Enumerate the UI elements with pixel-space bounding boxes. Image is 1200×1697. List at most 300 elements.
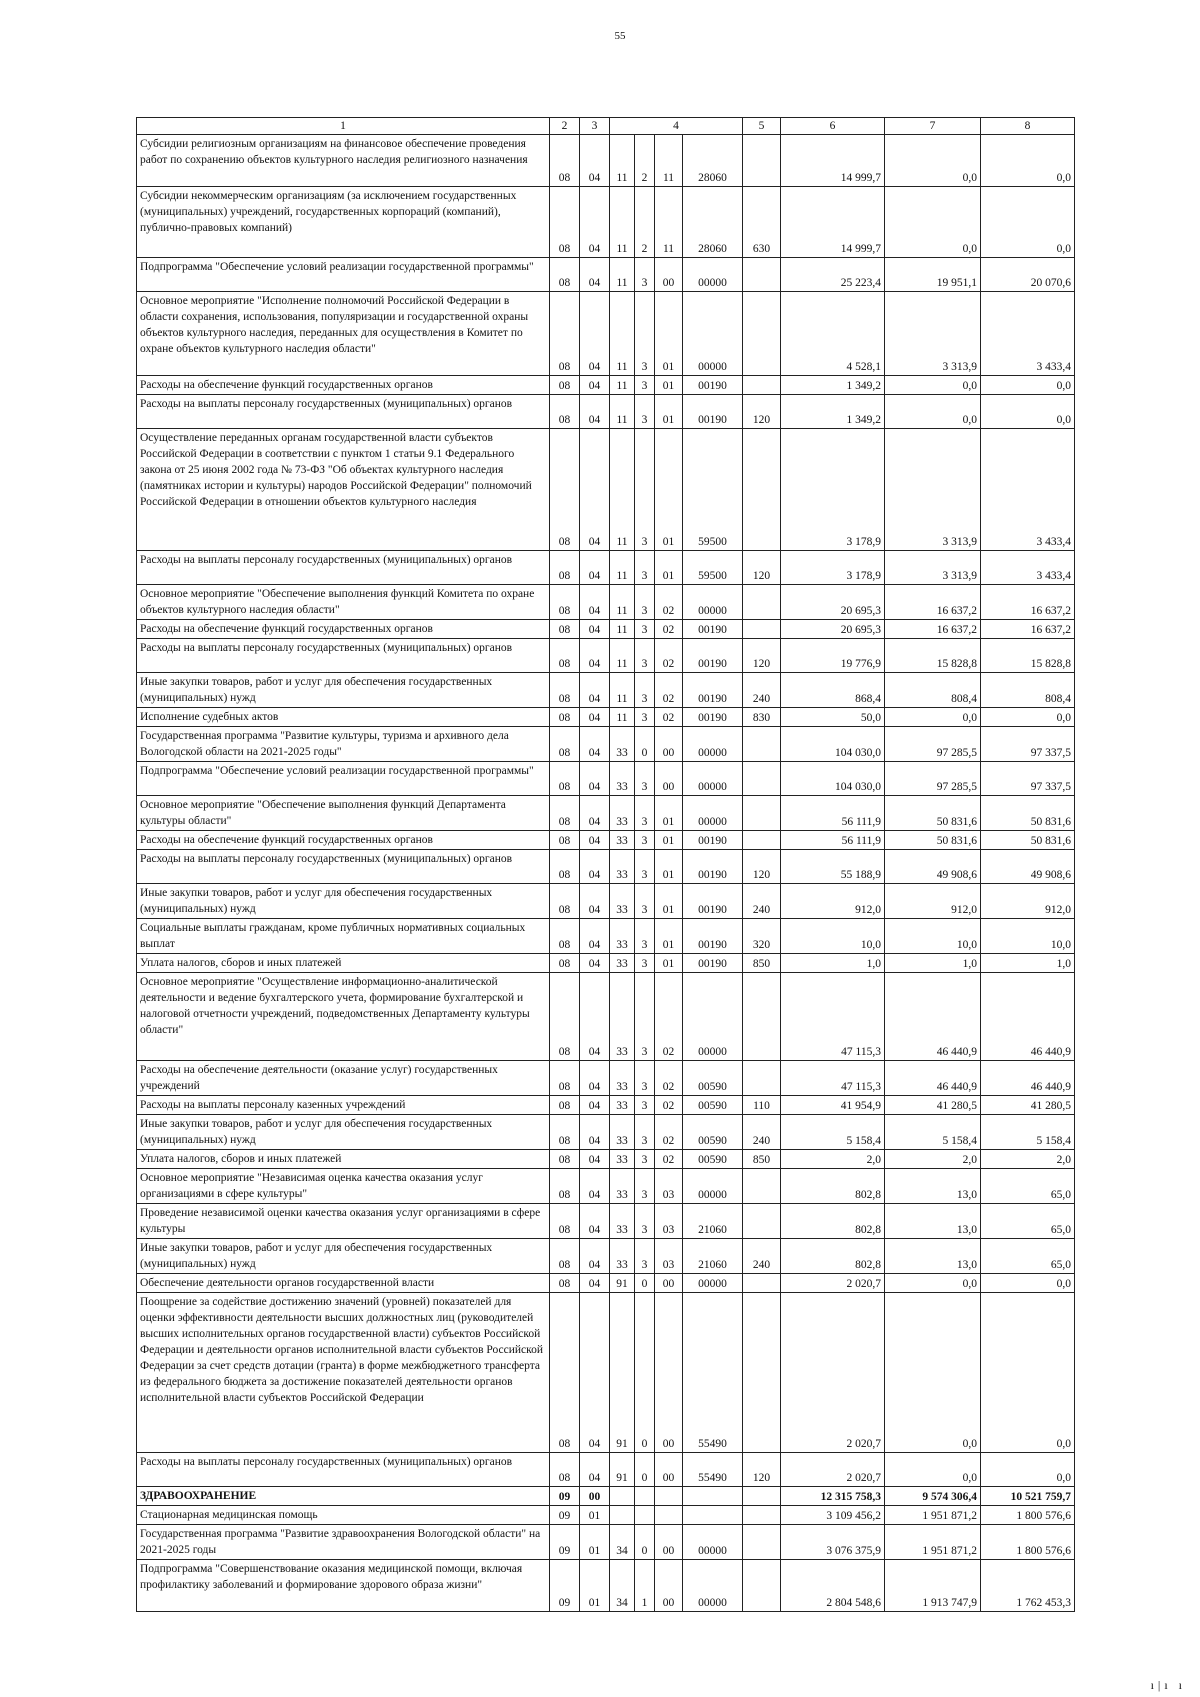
expense-type-code: 850 <box>743 954 781 973</box>
target-code-event: 00 <box>655 1525 683 1560</box>
table-row <box>137 639 1075 673</box>
table-row <box>137 831 1075 850</box>
amount-col-6: 1 349,2 <box>781 395 885 429</box>
target-code-program <box>610 1487 635 1506</box>
target-code-subprogram: 3 <box>635 673 655 708</box>
target-code-direction: 00000 <box>683 727 743 762</box>
row-name: Субсидии некоммерческим организациям (за исключением государственных (муниципальных) учреждений, государственных корпораций (компаний), публично-правовых компаний) <box>137 187 550 258</box>
section-code: 08 <box>550 1061 580 1096</box>
table-row <box>137 973 1075 1061</box>
target-code-event <box>655 1506 683 1525</box>
target-code-program: 34 <box>610 1560 635 1612</box>
subsection-code: 04 <box>580 1453 610 1487</box>
amount-col-8: 808,4 <box>981 673 1075 708</box>
target-code-direction: 00590 <box>683 1061 743 1096</box>
target-code-subprogram <box>635 1506 655 1525</box>
expense-type-code <box>743 1274 781 1293</box>
subsection-code: 04 <box>580 395 610 429</box>
target-code-program: 11 <box>610 639 635 673</box>
table-row <box>137 1293 1075 1453</box>
expense-type-code: 240 <box>743 1239 781 1274</box>
target-code-subprogram: 3 <box>635 850 655 884</box>
subsection-code: 04 <box>580 1204 610 1239</box>
amount-col-8: 65,0 <box>981 1239 1075 1274</box>
table-row <box>137 1150 1075 1169</box>
amount-col-6: 3 178,9 <box>781 551 885 585</box>
amount-col-7: 0,0 <box>885 1453 981 1487</box>
table-row <box>137 1096 1075 1115</box>
amount-col-8: 1 800 576,6 <box>981 1506 1075 1525</box>
amount-col-8: 0,0 <box>981 135 1075 187</box>
amount-col-7: 97 285,5 <box>885 727 981 762</box>
target-code-direction: 28060 <box>683 187 743 258</box>
target-code-event: 00 <box>655 1274 683 1293</box>
table-row <box>137 1061 1075 1096</box>
amount-col-6: 802,8 <box>781 1169 885 1204</box>
row-name: Основное мероприятие "Обеспечение выполнения функций Департамента культуры области" <box>137 796 550 831</box>
target-code-event <box>655 1487 683 1506</box>
target-code-direction: 00190 <box>683 376 743 395</box>
target-code-subprogram: 3 <box>635 831 655 850</box>
amount-col-6: 4 528,1 <box>781 292 885 376</box>
amount-col-7: 5 158,4 <box>885 1115 981 1150</box>
target-code-subprogram: 3 <box>635 1204 655 1239</box>
amount-col-6: 56 111,9 <box>781 831 885 850</box>
amount-col-8: 0,0 <box>981 1274 1075 1293</box>
amount-col-6: 3 178,9 <box>781 429 885 551</box>
amount-col-7: 46 440,9 <box>885 1061 981 1096</box>
table-row <box>137 708 1075 727</box>
expense-type-code: 830 <box>743 708 781 727</box>
header-col-8: 8 <box>981 118 1075 135</box>
table-row <box>137 919 1075 954</box>
expense-type-code <box>743 585 781 620</box>
target-code-event: 00 <box>655 1453 683 1487</box>
target-code-program: 33 <box>610 954 635 973</box>
amount-col-7: 1 951 871,2 <box>885 1525 981 1560</box>
amount-col-7: 9 574 306,4 <box>885 1487 981 1506</box>
section-code: 09 <box>550 1487 580 1506</box>
expense-type-code <box>743 1204 781 1239</box>
table-row <box>137 585 1075 620</box>
subsection-code: 04 <box>580 727 610 762</box>
table-row <box>137 258 1075 292</box>
budget-table <box>136 117 1075 1612</box>
row-name: Проведение независимой оценки качества оказания услуг организациями в сфере культуры <box>137 1204 550 1239</box>
amount-col-8: 0,0 <box>981 187 1075 258</box>
target-code-subprogram: 0 <box>635 727 655 762</box>
target-code-program: 33 <box>610 762 635 796</box>
amount-col-6: 50,0 <box>781 708 885 727</box>
target-code-subprogram: 3 <box>635 1150 655 1169</box>
row-name: Подпрограмма "Совершенствование оказания медицинской помощи, включая профилактику заболеваний и формирование здорового образа жизни" <box>137 1560 550 1612</box>
amount-col-8: 16 637,2 <box>981 620 1075 639</box>
row-name: Подпрограмма "Обеспечение условий реализации государственной программы" <box>137 762 550 796</box>
subsection-code: 04 <box>580 1274 610 1293</box>
subsection-code: 04 <box>580 1150 610 1169</box>
amount-col-7: 2,0 <box>885 1150 981 1169</box>
target-code-direction: 00190 <box>683 673 743 708</box>
target-code-program: 91 <box>610 1293 635 1453</box>
subsection-code: 04 <box>580 1061 610 1096</box>
table-row <box>137 1239 1075 1274</box>
table-row <box>137 796 1075 831</box>
section-code: 08 <box>550 708 580 727</box>
table-row <box>137 551 1075 585</box>
amount-col-7: 50 831,6 <box>885 831 981 850</box>
target-code-event: 02 <box>655 585 683 620</box>
target-code-program: 11 <box>610 376 635 395</box>
target-code-subprogram: 0 <box>635 1274 655 1293</box>
section-code: 08 <box>550 1239 580 1274</box>
row-name: Расходы на выплаты персоналу государственных (муниципальных) органов <box>137 639 550 673</box>
table-row <box>137 135 1075 187</box>
amount-col-8: 0,0 <box>981 376 1075 395</box>
table-body <box>137 118 1075 1612</box>
section-code: 08 <box>550 1150 580 1169</box>
target-code-event: 01 <box>655 850 683 884</box>
header-col-2: 2 <box>550 118 580 135</box>
amount-col-6: 104 030,0 <box>781 727 885 762</box>
expense-type-code: 240 <box>743 673 781 708</box>
amount-col-8: 46 440,9 <box>981 973 1075 1061</box>
amount-col-8: 10 521 759,7 <box>981 1487 1075 1506</box>
section-code: 08 <box>550 187 580 258</box>
subsection-code: 00 <box>580 1487 610 1506</box>
target-code-event: 03 <box>655 1239 683 1274</box>
target-code-event: 00 <box>655 1293 683 1453</box>
amount-col-6: 2,0 <box>781 1150 885 1169</box>
header-col-3: 3 <box>580 118 610 135</box>
row-name: Расходы на выплаты персоналу государственных (муниципальных) органов <box>137 395 550 429</box>
expense-type-code <box>743 135 781 187</box>
target-code-event: 01 <box>655 292 683 376</box>
expense-type-code: 320 <box>743 919 781 954</box>
expense-type-code <box>743 1506 781 1525</box>
amount-col-7: 1 951 871,2 <box>885 1506 981 1525</box>
target-code-program: 11 <box>610 135 635 187</box>
target-code-subprogram: 3 <box>635 585 655 620</box>
amount-col-6: 2 020,7 <box>781 1274 885 1293</box>
subsection-code: 04 <box>580 796 610 831</box>
section-code: 08 <box>550 135 580 187</box>
expense-type-code <box>743 831 781 850</box>
table-row <box>137 954 1075 973</box>
subsection-code: 04 <box>580 762 610 796</box>
target-code-direction: 00190 <box>683 395 743 429</box>
target-code-direction: 21060 <box>683 1204 743 1239</box>
amount-col-8: 3 433,4 <box>981 429 1075 551</box>
amount-col-8: 46 440,9 <box>981 1061 1075 1096</box>
row-name: Основное мероприятие "Исполнение полномочий Российской Федерации в области сохранения, использования, популяризации и государственной охраны объектов культурного наследия, переданных для осуществления в Комитет по охране объектов культурного наследия области" <box>137 292 550 376</box>
section-code: 08 <box>550 620 580 639</box>
amount-col-8: 3 433,4 <box>981 292 1075 376</box>
target-code-direction: 00190 <box>683 708 743 727</box>
target-code-event: 01 <box>655 954 683 973</box>
target-code-direction: 59500 <box>683 551 743 585</box>
table-row <box>137 187 1075 258</box>
table-row <box>137 1525 1075 1560</box>
expense-type-code: 240 <box>743 884 781 919</box>
amount-col-6: 104 030,0 <box>781 762 885 796</box>
table-row <box>137 727 1075 762</box>
row-name: Расходы на выплаты персоналу государственных (муниципальных) органов <box>137 1453 550 1487</box>
section-code: 08 <box>550 551 580 585</box>
row-name: Обеспечение деятельности органов государственной власти <box>137 1274 550 1293</box>
target-code-direction: 00000 <box>683 1169 743 1204</box>
target-code-event: 02 <box>655 1096 683 1115</box>
target-code-direction: 59500 <box>683 429 743 551</box>
target-code-program: 33 <box>610 831 635 850</box>
expense-type-code <box>743 1487 781 1506</box>
section-code: 08 <box>550 1293 580 1453</box>
expense-type-code <box>743 1525 781 1560</box>
amount-col-8: 1,0 <box>981 954 1075 973</box>
table-row <box>137 376 1075 395</box>
target-code-subprogram: 3 <box>635 551 655 585</box>
amount-col-7: 97 285,5 <box>885 762 981 796</box>
expense-type-code <box>743 258 781 292</box>
target-code-event: 01 <box>655 551 683 585</box>
amount-col-8: 97 337,5 <box>981 727 1075 762</box>
section-code: 08 <box>550 1274 580 1293</box>
target-code-direction: 00000 <box>683 973 743 1061</box>
header-col-4: 4 <box>610 118 743 135</box>
section-code: 08 <box>550 831 580 850</box>
expense-type-code <box>743 762 781 796</box>
amount-col-8: 41 280,5 <box>981 1096 1075 1115</box>
row-name: Основное мероприятие "Осуществление информационно-аналитической деятельности и ведение бухгалтерского учета, формирование бухгалтерской и налоговой отчетности учреждений, подведомственных Департаменту культуры области" <box>137 973 550 1061</box>
row-name: Уплата налогов, сборов и иных платежей <box>137 1150 550 1169</box>
subsection-code: 04 <box>580 585 610 620</box>
row-name: Расходы на обеспечение функций государственных органов <box>137 620 550 639</box>
section-code: 08 <box>550 395 580 429</box>
target-code-program: 33 <box>610 727 635 762</box>
expense-type-code <box>743 973 781 1061</box>
target-code-event: 02 <box>655 673 683 708</box>
table-row <box>137 429 1075 551</box>
subsection-code: 04 <box>580 673 610 708</box>
amount-col-7: 3 313,9 <box>885 429 981 551</box>
subsection-code: 04 <box>580 954 610 973</box>
expense-type-code: 850 <box>743 1150 781 1169</box>
amount-col-6: 19 776,9 <box>781 639 885 673</box>
expense-type-code: 120 <box>743 639 781 673</box>
amount-col-6: 20 695,3 <box>781 620 885 639</box>
target-code-event: 03 <box>655 1169 683 1204</box>
target-code-direction: 00000 <box>683 1274 743 1293</box>
page-number: 55 <box>614 30 626 42</box>
expense-type-code <box>743 796 781 831</box>
amount-col-6: 2 020,7 <box>781 1453 885 1487</box>
subsection-code: 04 <box>580 708 610 727</box>
subsection-code: 04 <box>580 1096 610 1115</box>
section-code: 08 <box>550 585 580 620</box>
table-row <box>137 1115 1075 1150</box>
amount-col-6: 912,0 <box>781 884 885 919</box>
amount-col-7: 0,0 <box>885 1274 981 1293</box>
row-name: Расходы на обеспечение функций государственных органов <box>137 376 550 395</box>
expense-type-code <box>743 429 781 551</box>
target-code-program: 33 <box>610 1169 635 1204</box>
target-code-program: 11 <box>610 673 635 708</box>
subsection-code: 04 <box>580 135 610 187</box>
target-code-event: 01 <box>655 796 683 831</box>
target-code-subprogram: 2 <box>635 187 655 258</box>
target-code-direction: 00190 <box>683 884 743 919</box>
target-code-direction: 00000 <box>683 585 743 620</box>
amount-col-6: 55 188,9 <box>781 850 885 884</box>
target-code-subprogram: 3 <box>635 796 655 831</box>
subsection-code: 01 <box>580 1560 610 1612</box>
target-code-program: 33 <box>610 1096 635 1115</box>
table-row <box>137 1487 1075 1506</box>
target-code-direction: 00000 <box>683 1560 743 1612</box>
row-name: Подпрограмма "Обеспечение условий реализации государственной программы" <box>137 258 550 292</box>
amount-col-6: 56 111,9 <box>781 796 885 831</box>
target-code-direction: 00000 <box>683 258 743 292</box>
row-name: Основное мероприятие "Обеспечение выполнения функций Комитета по охране объектов культурного наследия области" <box>137 585 550 620</box>
row-name: Иные закупки товаров, работ и услуг для обеспечения государственных (муниципальных) нужд <box>137 884 550 919</box>
expense-type-code: 240 <box>743 1115 781 1150</box>
amount-col-6: 25 223,4 <box>781 258 885 292</box>
amount-col-7: 10,0 <box>885 919 981 954</box>
amount-col-8: 65,0 <box>981 1204 1075 1239</box>
table-row <box>137 762 1075 796</box>
section-code: 08 <box>550 973 580 1061</box>
target-code-subprogram: 3 <box>635 1115 655 1150</box>
amount-col-8: 97 337,5 <box>981 762 1075 796</box>
header-col-5: 5 <box>743 118 781 135</box>
target-code-direction: 00590 <box>683 1096 743 1115</box>
table-row <box>137 1274 1075 1293</box>
target-code-program: 11 <box>610 708 635 727</box>
amount-col-6: 20 695,3 <box>781 585 885 620</box>
amount-col-8: 3 433,4 <box>981 551 1075 585</box>
subsection-code: 04 <box>580 1115 610 1150</box>
target-code-event: 01 <box>655 884 683 919</box>
amount-col-8: 912,0 <box>981 884 1075 919</box>
amount-col-8: 0,0 <box>981 1293 1075 1453</box>
expense-type-code <box>743 1560 781 1612</box>
amount-col-7: 13,0 <box>885 1204 981 1239</box>
target-code-direction: 00000 <box>683 1525 743 1560</box>
amount-col-7: 19 951,1 <box>885 258 981 292</box>
expense-type-code: 630 <box>743 187 781 258</box>
section-code: 09 <box>550 1525 580 1560</box>
target-code-event: 01 <box>655 376 683 395</box>
target-code-subprogram: 3 <box>635 258 655 292</box>
section-code: 08 <box>550 954 580 973</box>
row-name: Расходы на выплаты персоналу государственных (муниципальных) органов <box>137 551 550 585</box>
amount-col-6: 5 158,4 <box>781 1115 885 1150</box>
target-code-subprogram: 3 <box>635 954 655 973</box>
target-code-program: 11 <box>610 620 635 639</box>
amount-col-8: 0,0 <box>981 708 1075 727</box>
target-code-subprogram <box>635 1487 655 1506</box>
amount-col-8: 50 831,6 <box>981 831 1075 850</box>
amount-col-8: 0,0 <box>981 1453 1075 1487</box>
amount-col-8: 5 158,4 <box>981 1115 1075 1150</box>
amount-col-6: 47 115,3 <box>781 1061 885 1096</box>
section-code: 08 <box>550 1096 580 1115</box>
amount-col-8: 65,0 <box>981 1169 1075 1204</box>
target-code-direction <box>683 1487 743 1506</box>
target-code-event: 11 <box>655 187 683 258</box>
row-name: Поощрение за содействие достижению значений (уровней) показателей для оценки эффективности деятельности высших должностных лиц (руководителей высших исполнительных органов государственной власти) субъектов Российской Федерации и деятельности органов исполнительной власти субъектов Российской Федерации за счет средств дотации (гранта) в форме межбюджетного трансферта из федерального бюджета за достижение показателей деятельности органов исполнительной власти субъектов Российской Федерации <box>137 1293 550 1453</box>
subsection-code: 04 <box>580 258 610 292</box>
amount-col-6: 1,0 <box>781 954 885 973</box>
section-code: 08 <box>550 1204 580 1239</box>
target-code-event: 02 <box>655 708 683 727</box>
target-code-direction: 00190 <box>683 954 743 973</box>
table-row <box>137 673 1075 708</box>
target-code-event: 00 <box>655 1560 683 1612</box>
amount-col-6: 3 076 375,9 <box>781 1525 885 1560</box>
row-name: Уплата налогов, сборов и иных платежей <box>137 954 550 973</box>
section-code: 09 <box>550 1506 580 1525</box>
row-name: Основное мероприятие "Независимая оценка качества оказания услуг организациями в сфере культуры" <box>137 1169 550 1204</box>
row-name: Расходы на выплаты персоналу государственных (муниципальных) органов <box>137 850 550 884</box>
amount-col-7: 13,0 <box>885 1239 981 1274</box>
target-code-program: 33 <box>610 1061 635 1096</box>
target-code-subprogram: 1 <box>635 1560 655 1612</box>
amount-col-7: 16 637,2 <box>885 620 981 639</box>
expense-type-code <box>743 727 781 762</box>
target-code-direction: 00190 <box>683 620 743 639</box>
target-code-event: 01 <box>655 395 683 429</box>
expense-type-code: 120 <box>743 395 781 429</box>
expense-type-code: 120 <box>743 1453 781 1487</box>
target-code-event: 01 <box>655 429 683 551</box>
amount-col-7: 0,0 <box>885 187 981 258</box>
table-row <box>137 292 1075 376</box>
target-code-event: 02 <box>655 1150 683 1169</box>
subsection-code: 04 <box>580 187 610 258</box>
target-code-program: 33 <box>610 796 635 831</box>
amount-col-7: 0,0 <box>885 1293 981 1453</box>
section-code: 08 <box>550 673 580 708</box>
target-code-direction: 28060 <box>683 135 743 187</box>
amount-col-7: 41 280,5 <box>885 1096 981 1115</box>
target-code-program: 91 <box>610 1453 635 1487</box>
row-name: ЗДРАВООХРАНЕНИЕ <box>137 1487 550 1506</box>
amount-col-8: 15 828,8 <box>981 639 1075 673</box>
amount-col-7: 912,0 <box>885 884 981 919</box>
amount-col-7: 15 828,8 <box>885 639 981 673</box>
amount-col-8: 1 762 453,3 <box>981 1560 1075 1612</box>
expense-type-code <box>743 376 781 395</box>
section-code: 08 <box>550 884 580 919</box>
section-code: 08 <box>550 292 580 376</box>
target-code-event: 01 <box>655 919 683 954</box>
target-code-subprogram: 0 <box>635 1453 655 1487</box>
amount-col-6: 802,8 <box>781 1204 885 1239</box>
expense-type-code <box>743 620 781 639</box>
row-name: Расходы на обеспечение функций государственных органов <box>137 831 550 850</box>
target-code-program: 33 <box>610 1150 635 1169</box>
amount-col-8: 10,0 <box>981 919 1075 954</box>
amount-col-7: 16 637,2 <box>885 585 981 620</box>
target-code-program: 11 <box>610 429 635 551</box>
amount-col-7: 1 913 747,9 <box>885 1560 981 1612</box>
table-row <box>137 1453 1075 1487</box>
amount-col-7: 0,0 <box>885 395 981 429</box>
section-code: 08 <box>550 376 580 395</box>
amount-col-8: 1 800 576,6 <box>981 1525 1075 1560</box>
subsection-code: 04 <box>580 639 610 673</box>
expense-type-code <box>743 1061 781 1096</box>
